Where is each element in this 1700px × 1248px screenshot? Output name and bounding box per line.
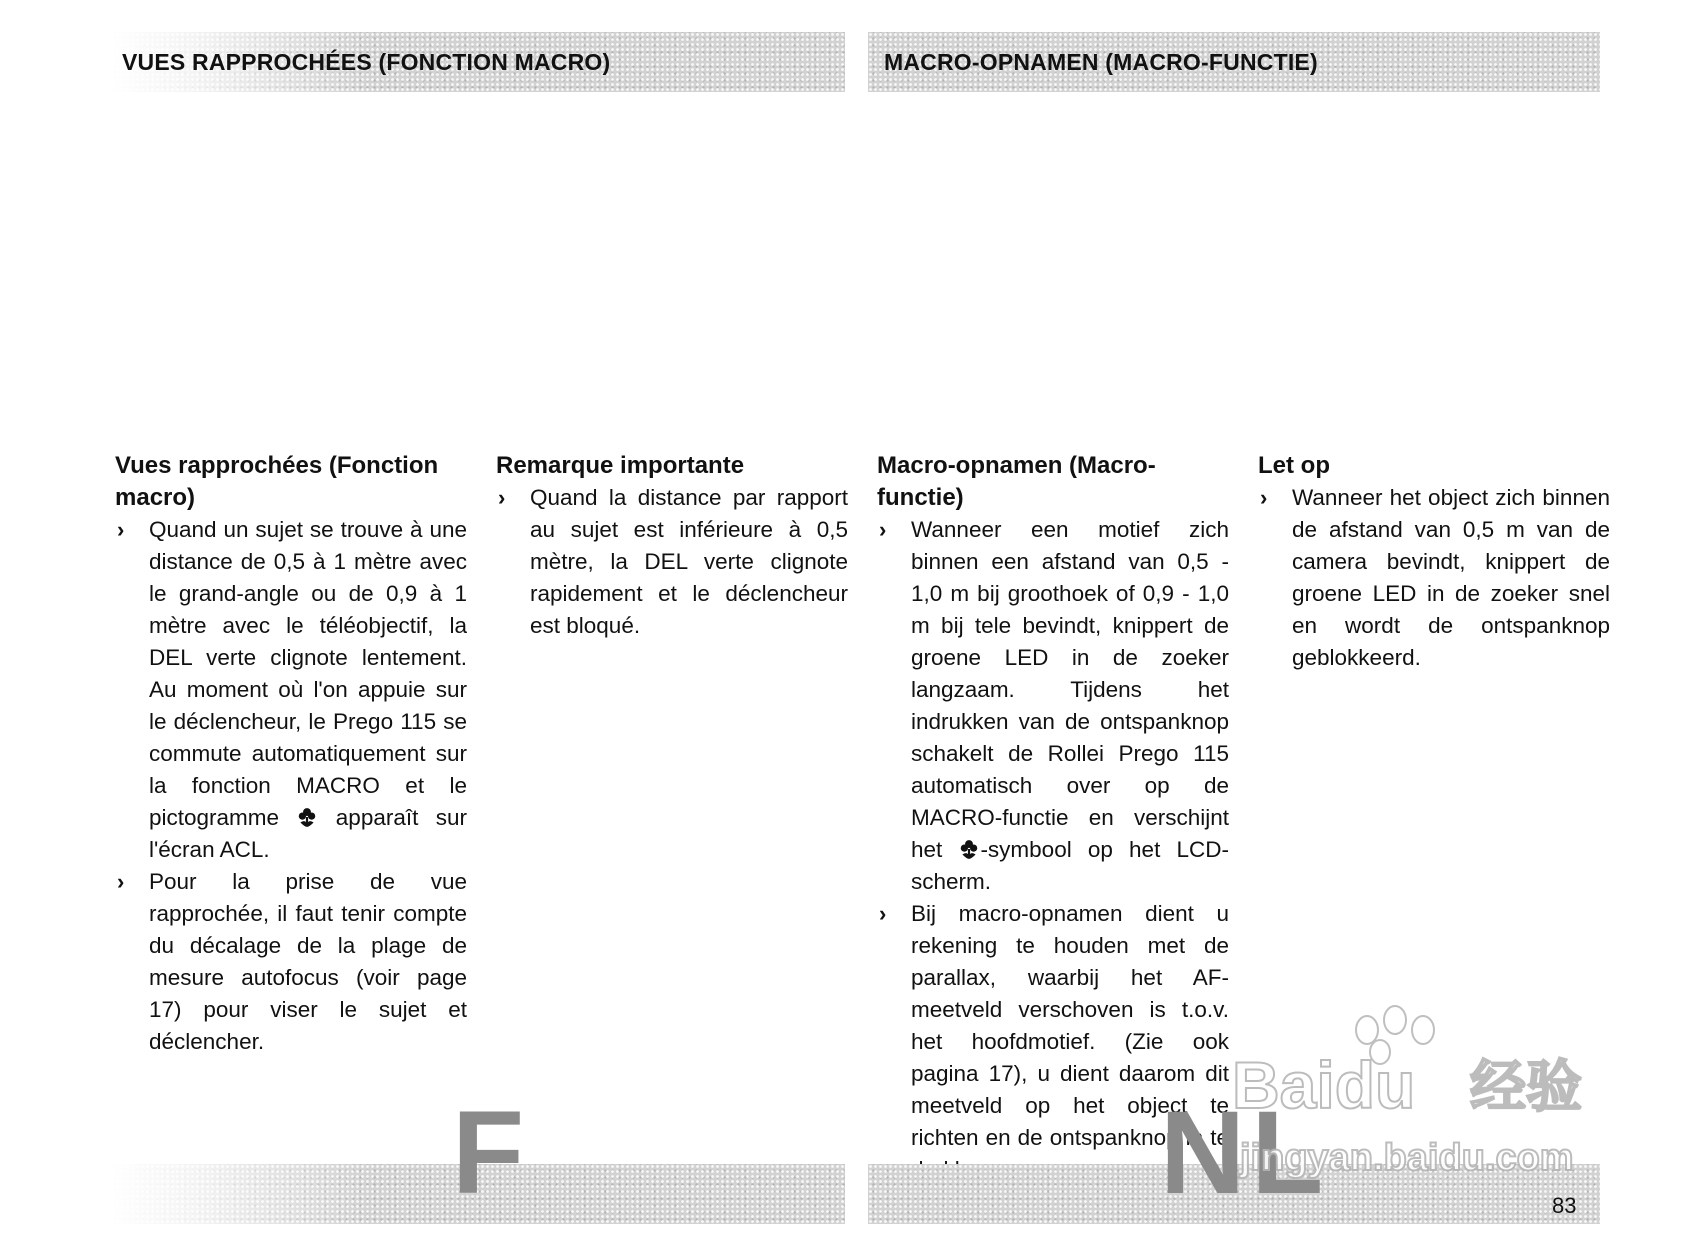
watermark-brand: Baidu bbox=[1232, 1048, 1416, 1122]
bullet-chevron-icon: › bbox=[1260, 485, 1268, 510]
list-item-text: Wanneer het object zich binnen de afstand van 0,5 m van de camera bevindt, knippert de groene LED in de zoeker snel en wordt de ontspanknop geblokkeerd. bbox=[1292, 485, 1610, 670]
bullet-list bbox=[496, 482, 848, 642]
header-title-nl: MACRO-OPNAMEN (MACRO-FUNCTIE) bbox=[884, 49, 1318, 75]
bullet-chevron-icon: › bbox=[117, 517, 125, 542]
list-item-text: Wanneer een motief zich binnen een afstand van 0,5 - 1,0 m bij groothoek of 0,9 - 1,0 m bij tele bevindt, knippert de groene LED in de zoeker langzaam. Tijdens het indrukken van de ontspanknop schakelt de Rollei Prego 115 automatisch over op de MACRO-functie en verschijnt het bbox=[911, 517, 1229, 862]
column-heading: Let op bbox=[1258, 452, 1330, 479]
bullet-chevron-icon: › bbox=[879, 901, 887, 926]
list-item bbox=[877, 514, 1229, 898]
bullet-list bbox=[115, 514, 467, 1058]
bullet-chevron-icon: › bbox=[117, 869, 125, 894]
column-fr-macro bbox=[115, 450, 467, 1058]
list-item-text: Quand la distance par rapport au sujet est inférieure à 0,5 mètre, la DEL verte clignote rapidement et le déclencheur est bloqué. bbox=[530, 485, 848, 638]
column-heading: Remarque importante bbox=[496, 452, 745, 479]
bullet-chevron-icon: › bbox=[879, 517, 887, 542]
page-number: 83 bbox=[1552, 1193, 1577, 1218]
list-item-text-cont: apparaît sur l'écran ACL. bbox=[149, 805, 467, 862]
list-item-text: Quand un sujet se trouve à une distance de 0,5 à 1 mètre avec le grand-angle ou de 0,9 à 1 mètre avec le téléobjectif, la DEL verte clignote lentement. Au moment où l'on appuie sur le déclencheur, le Prego 115 se commute automatiquement sur la fonction MACRO et le pictogramme bbox=[149, 517, 467, 830]
baidu-watermark-logo bbox=[1210, 990, 1610, 1190]
column-heading: Macro-opnamen (Macro-functie) bbox=[877, 452, 1156, 511]
list-item bbox=[496, 482, 848, 642]
language-mark-fr: F bbox=[452, 1087, 531, 1219]
watermark-url: jingyan.baidu.com bbox=[1240, 1137, 1574, 1179]
macro-flower-icon bbox=[296, 806, 318, 828]
bullet-list bbox=[877, 514, 1229, 1186]
column-heading: Vues rapprochées (Fonction macro) bbox=[115, 452, 439, 511]
list-item bbox=[115, 866, 467, 1058]
column-nl-macro bbox=[877, 450, 1229, 1186]
list-item-text: Bij macro-opnamen dient u rekening te houden met de parallax, waarbij het AF-meetveld verschoven is t.o.v. het hoofdmotief. (Zie ook pagina 17), u dient daarom dit meetveld op het object te richten en de ontspanknop in te bbox=[911, 901, 1229, 1150]
column-nl-note bbox=[1258, 450, 1610, 674]
list-item-text: Pour la prise de vue rapprochée, il faut tenir compte du décalage de la plage de mesure autofocus (voir page 17) pour viser le sujet et déclencher. bbox=[149, 869, 467, 1054]
watermark-tagline: 经验 bbox=[1470, 1055, 1582, 1118]
list-item-text-cont: -symbool op het LCD-scherm. bbox=[911, 837, 1229, 894]
bullet-chevron-icon: › bbox=[498, 485, 506, 510]
macro-flower-icon bbox=[958, 838, 980, 860]
list-item bbox=[1258, 482, 1610, 674]
column-fr-note bbox=[496, 450, 848, 642]
bullet-list bbox=[1258, 482, 1610, 674]
language-mark-nl: NL bbox=[1160, 1087, 1330, 1219]
list-item bbox=[115, 514, 467, 866]
header-title-fr: VUES RAPPROCHÉES (FONCTION MACRO) bbox=[122, 49, 611, 75]
